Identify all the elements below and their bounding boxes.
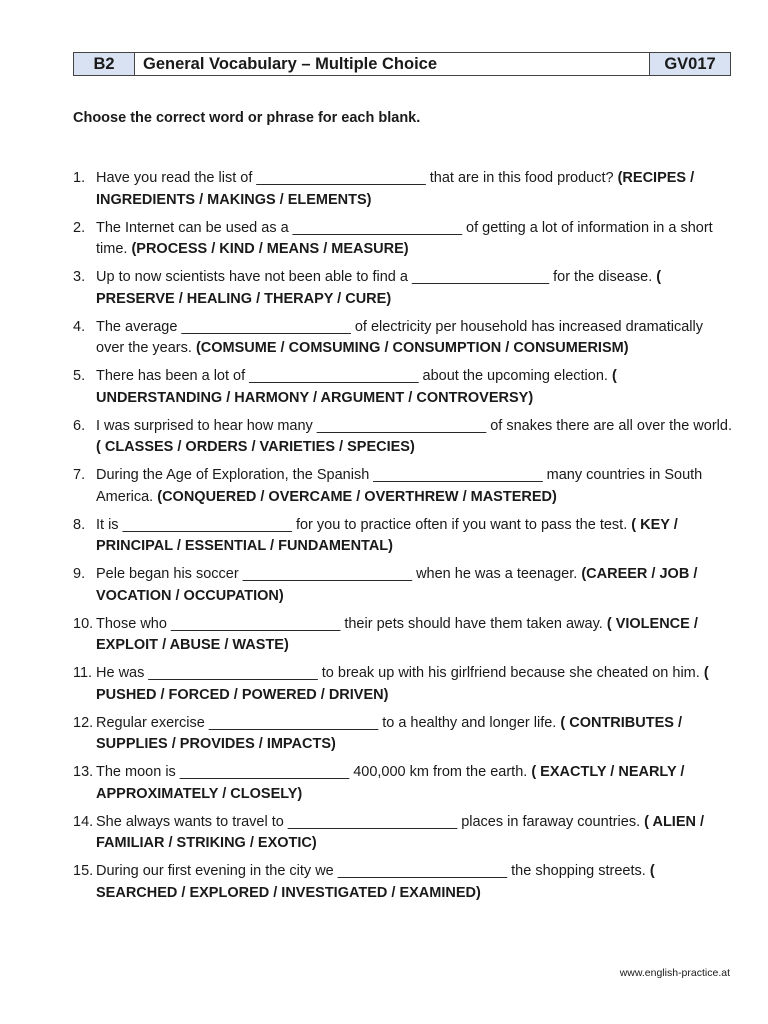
question-item (73, 515, 735, 558)
question-item (73, 366, 735, 409)
worksheet-title: General Vocabulary – Multiple Choice (135, 53, 650, 76)
question-number: 14. (73, 813, 94, 830)
answer-options: (CONQUERED / OVERCAME / OVERTHREW / MASTERED) (157, 488, 557, 505)
question-number: 9. (73, 566, 86, 582)
question-number: 11. (73, 665, 93, 681)
question-number: 3. (73, 269, 86, 285)
answer-options: ( SEARCHED / EXPLORED / INVESTIGATED / EXAMINED) (96, 863, 655, 901)
answer-options: (CAREER / JOB / VOCATION / OCCUPATION) (96, 566, 698, 604)
answer-options: ( PRESERVE / HEALING / THERAPY / CURE) (96, 269, 662, 307)
question-number: 4. (73, 318, 86, 335)
question-item (73, 713, 735, 756)
worksheet-code: GV017 (650, 53, 731, 76)
question-text: Up to now scientists have not been able to find a _________________ for the disease. (96, 269, 653, 285)
answer-options: ( ALIEN / FAMILIAR / STRIKING / EXOTIC) (96, 813, 705, 851)
question-text: The moon is _____________________ 400,000 km from the earth. (96, 764, 528, 780)
question-item (73, 267, 735, 310)
question-text: He was _____________________ to break up with his girlfriend because she cheated on him. (96, 665, 700, 681)
answer-options: (COMSUME / COMSUMING / CONSUMPTION / CONSUMERISM) (195, 340, 629, 356)
question-text: The average _____________________ of electricity per household has increased dramatically over the years. (96, 318, 703, 356)
question-item (73, 168, 735, 211)
question-number: 12. (73, 714, 94, 731)
answer-options: ( VIOLENCE / EXPLOIT / ABUSE / WASTE) (96, 615, 698, 653)
question-text: I was surprised to hear how many _____________________ of snakes there are all over the world. (96, 417, 732, 434)
question-text: Those who _____________________ their pets should have them taken away. (96, 615, 603, 632)
instructions: Choose the correct word or phrase for each blank. (73, 110, 421, 126)
question-number: 10. (73, 615, 94, 632)
question-item (73, 218, 735, 261)
answer-options: (RECIPES / INGREDIENTS / MAKINGS / ELEMENTS) (96, 170, 695, 208)
question-item (73, 317, 735, 360)
question-text: During our first evening in the city we _____________________ the shopping streets. (96, 863, 646, 879)
header-row (74, 53, 731, 76)
question-text: Have you read the list of _____________________ that are in this food product? (96, 170, 614, 186)
answer-options: ( KEY / PRINCIPAL / ESSENTIAL / FUNDAMENTAL) (96, 516, 678, 554)
question-item (73, 861, 735, 904)
level-cell: B2 (74, 53, 135, 76)
question-text: The Internet can be used as a _____________________ of getting a lot of information in a short time. (96, 219, 713, 257)
question-number: 13. (73, 764, 94, 780)
question-item (73, 614, 735, 657)
question-number: 8. (73, 516, 86, 533)
answer-options: ( CONTRIBUTES / SUPPLIES / PROVIDES / IMPACTS) (96, 714, 682, 752)
question-item (73, 762, 735, 805)
question-text: It is _____________________ for you to practice often if you want to pass the test. (96, 516, 628, 533)
question-number: 7. (73, 467, 86, 483)
answer-options: ( UNDERSTANDING / HARMONY / ARGUMENT / CONTROVERSY) (96, 368, 617, 406)
question-number: 1. (73, 170, 86, 186)
question-item (73, 465, 735, 508)
question-text: She always wants to travel to _____________________ places in faraway countries. (96, 813, 641, 830)
question-item (73, 564, 735, 607)
question-item (73, 812, 735, 855)
footer-url: www.english-practice.at (619, 967, 730, 979)
answer-options: (PROCESS / KIND / MEANS / MEASURE) (131, 241, 409, 257)
answer-options: ( EXACTLY / NEARLY / APPROXIMATELY / CLOSELY) (96, 764, 685, 802)
question-text: Pele began his soccer _____________________ when he was a teenager. (96, 566, 578, 582)
question-number: 5. (73, 368, 86, 384)
question-number: 15. (73, 863, 94, 879)
question-list (73, 168, 735, 911)
question-text: Regular exercise _____________________ to a healthy and longer life. (96, 714, 557, 731)
question-text: During the Age of Exploration, the Spanish _____________________ many countries in South America. (96, 467, 703, 505)
question-text: There has been a lot of _____________________ about the upcoming election. (96, 368, 608, 384)
question-item (73, 416, 735, 459)
answer-options: ( PUSHED / FORCED / POWERED / DRIVEN) (96, 665, 709, 703)
header-table (73, 52, 731, 76)
question-number: 2. (73, 219, 86, 236)
question-number: 6. (73, 417, 86, 434)
answer-options: ( CLASSES / ORDERS / VARIETIES / SPECIES) (96, 439, 415, 455)
question-item (73, 663, 735, 706)
